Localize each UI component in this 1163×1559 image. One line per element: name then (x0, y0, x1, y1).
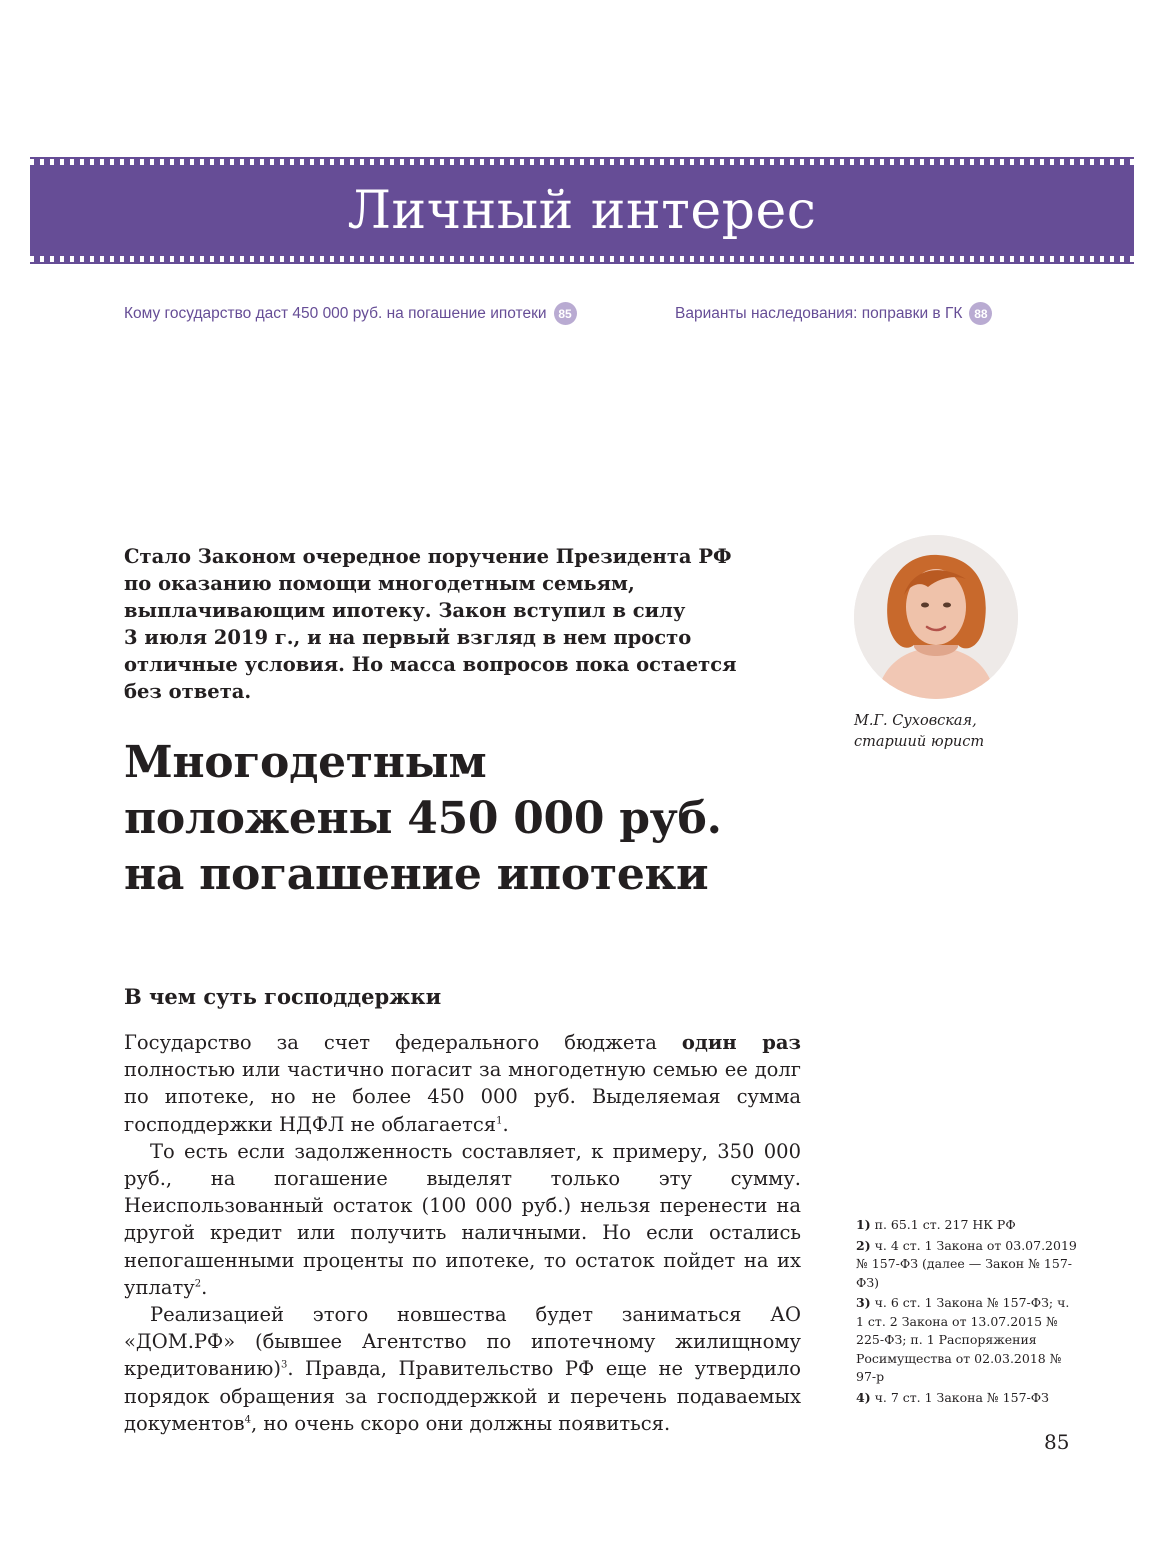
footnote-ref[interactable]: 1 (496, 1115, 503, 1127)
body-text-span: полностью или частично погасит за многодетную семью ее долг по ипотеке, но не более 450 000 руб. Выделяемая сумма господдержки НДФЛ не облагается (124, 1058, 801, 1136)
footnote-text: ч. 6 ст. 1 Закона № 157-ФЗ; ч. 1 ст. 2 Закона от 13.07.2015 № 225-ФЗ; п. 1 Распоряжения Росимущества от 02.03.2018 № 97-р (856, 1295, 1070, 1384)
article-lead (124, 543, 764, 705)
toc-link-text: Варианты наследования: поправки в ГК (675, 304, 963, 322)
footnote-text: ч. 4 ст. 1 Закона от 03.07.2019 № 157-ФЗ (далее — Закон № 157-ФЗ) (856, 1237, 1077, 1290)
body-paragraph (124, 1138, 801, 1301)
footnote-item (856, 1389, 1081, 1408)
footnote-number: 3) (856, 1295, 871, 1310)
toc-page-badge: 88 (969, 302, 992, 325)
body-text-span: . (502, 1112, 509, 1136)
toc-page-badge: 85 (554, 302, 577, 325)
body-text-span: Государство за счет федерального бюджета (124, 1031, 682, 1054)
footnote-item (856, 1216, 1081, 1235)
footnote-item (856, 1237, 1081, 1293)
lead-line: 3 июля 2019 г., и на первый взгляд в нем просто (124, 626, 692, 649)
article-headline (124, 735, 824, 903)
footnote-number: 4) (856, 1389, 871, 1405)
body-paragraph (124, 1301, 801, 1437)
headline-line: Многодетным (124, 737, 487, 788)
body-paragraph (124, 1029, 801, 1138)
author-photo (854, 535, 1018, 699)
lead-line: выплачивающим ипотеку. Закон вступил в силу (124, 599, 686, 622)
footnote-ref[interactable]: 2 (194, 1278, 202, 1290)
footnote-item (856, 1294, 1081, 1387)
footnotes (856, 1216, 1081, 1409)
author-role: старший юрист (854, 734, 985, 750)
author-portrait-icon (854, 535, 1018, 699)
section-heading: В чем суть господдержки (124, 984, 442, 1009)
author-name: М.Г. Суховская, (854, 713, 977, 729)
section-title-banner: Личный интерес (347, 180, 817, 241)
article-body (124, 1029, 801, 1437)
toc-link-text: Кому государство даст 450 000 руб. на погашение ипотеки (124, 304, 547, 322)
page-number: 85 (1044, 1430, 1070, 1454)
section-banner (30, 157, 1134, 264)
body-text-span: . Правда, Правительство РФ еще не утвердило порядок обращения за господдержкой и перечень подаваемых документов (124, 1357, 801, 1435)
toc-link-mortgage[interactable] (124, 302, 577, 325)
footnote-number: 2) (856, 1237, 871, 1253)
body-emphasis: один раз (681, 1031, 801, 1054)
footnote-text: ч. 7 ст. 1 Закона № 157-ФЗ (874, 1389, 1049, 1405)
footnote-ref[interactable]: 3 (280, 1359, 288, 1371)
author-caption (854, 711, 984, 753)
headline-line: положены 450 000 руб. (124, 793, 722, 844)
body-text-span: , но очень скоро они должны появиться. (251, 1411, 671, 1435)
footnote-number: 1) (856, 1217, 871, 1232)
footnote-text: п. 65.1 ст. 217 НК РФ (874, 1217, 1016, 1232)
lead-line: по оказанию помощи многодетным семьям, (124, 572, 635, 595)
body-text-span: Реализацией этого новшества будет заниматься АО «ДОМ.РФ» (бывшее Агентство по ипотечному жилищному кредитованию) (124, 1303, 801, 1381)
body-text-span: . (201, 1275, 208, 1299)
lead-line: отличные условия. Но масса вопросов пока остается (124, 653, 737, 676)
footnote-ref[interactable]: 4 (244, 1414, 251, 1426)
headline-line: на погашение ипотеки (124, 849, 709, 900)
lead-line: Стало Законом очередное поручение Президента РФ (124, 545, 732, 568)
toc-link-inheritance[interactable] (675, 302, 992, 325)
lead-line: без ответа. (124, 680, 252, 703)
body-text-span: То есть если задолженность составляет, к примеру, 350 000 руб., на погашение выделят только эту сумму. Неиспользованный остаток (100 000 руб.) нельзя перенести на другой кредит или получить наличными. Но если остались непогашенными проценты по ипотеке, то остаток пойдет на их уплату (124, 1139, 801, 1299)
